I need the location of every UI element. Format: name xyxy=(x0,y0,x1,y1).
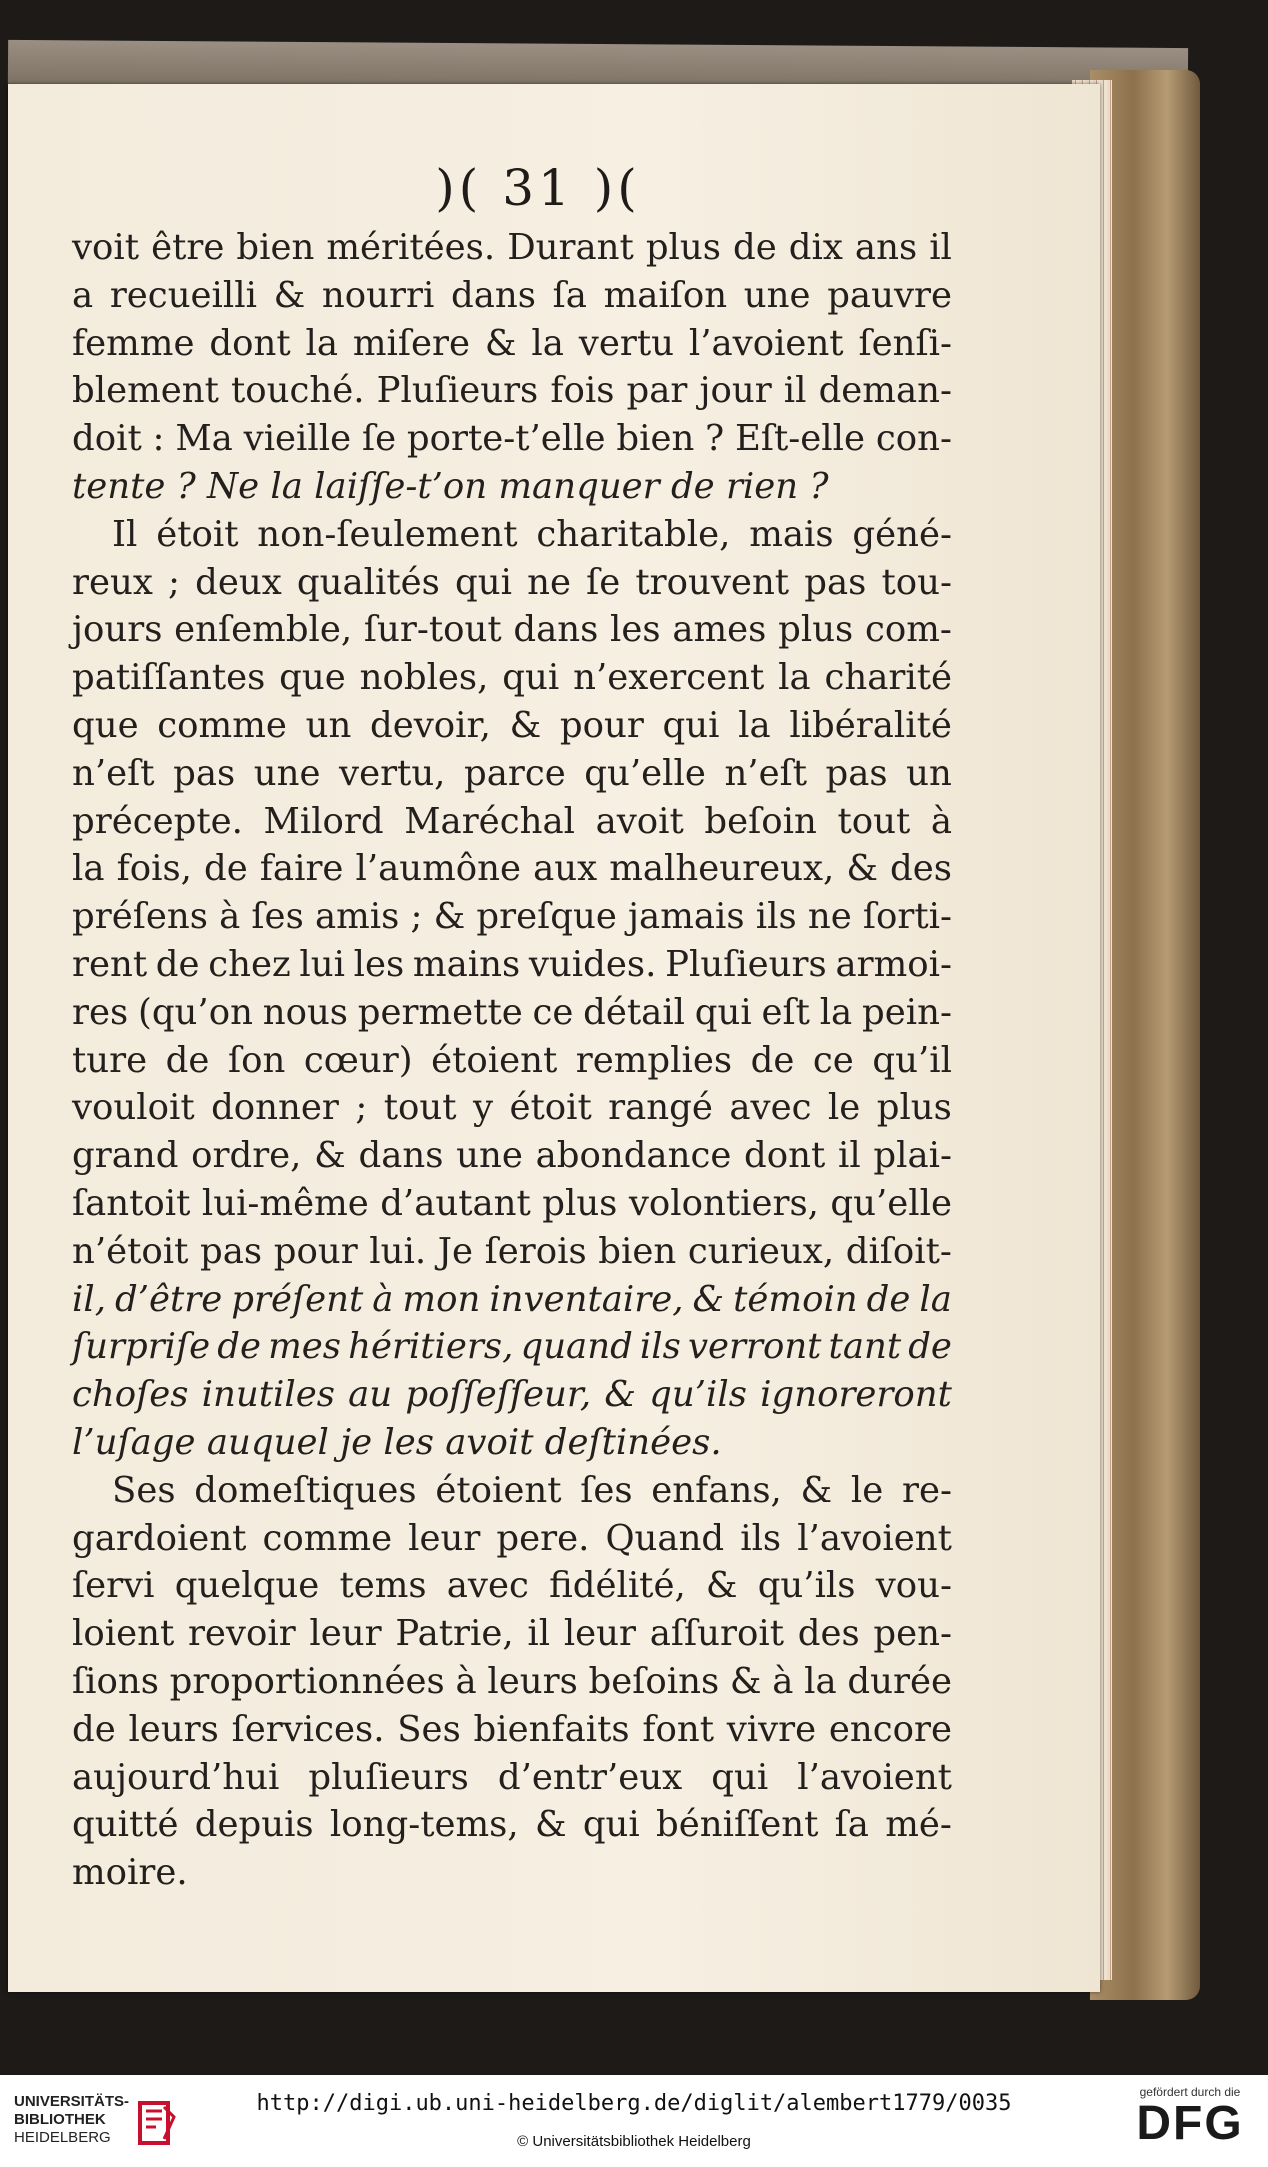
text-line: loient revoir leur Patrie, il leur aſſuroit des pen- xyxy=(72,1613,952,1655)
text-line: l’uſage auquel je les avoit deſtinées. xyxy=(72,1421,722,1463)
text-line: moire. xyxy=(72,1852,188,1894)
book-page xyxy=(8,84,1100,1992)
text-line: a recueilli & nourri dans ſa maiſon une pauvre xyxy=(72,274,952,316)
text-line: Il étoit non-ſeulement charitable, mais géné- xyxy=(112,513,952,555)
text-line: grand ordre, & dans une abondance dont il plai- xyxy=(72,1135,952,1177)
text-line: voit être bien méritées. Durant plus de dix ans il xyxy=(72,227,952,268)
text-line: ſervi quelque tems avec fidélité, & qu’ils vou- xyxy=(72,1565,952,1607)
copyright-text: © Universitätsbibliothek Heidelberg xyxy=(517,2133,751,2150)
text-line: il, d’être préſent à mon inventaire, & témoin de la xyxy=(72,1278,952,1320)
dfg-logo[interactable] xyxy=(1120,2085,1260,2160)
text-line: ſurpriſe de mes héritiers, quand ils verront tant de xyxy=(72,1326,952,1368)
page-text xyxy=(72,224,952,1897)
text-line: aujourd’hui pluſieurs d’entr’eux qui l’avoient xyxy=(72,1756,952,1798)
text-line: ſions proportionnées à leurs beſoins & à la durée xyxy=(72,1660,952,1702)
library-name-line2: BIBLIOTHEK xyxy=(14,2111,106,2128)
text-line: Ses domeſtiques étoient ſes enfans, & le re- xyxy=(112,1469,952,1511)
text-line: préſens à ſes amis ; & preſque jamais ils ne ſorti- xyxy=(72,896,952,938)
text-line: gardoient comme leur pere. Quand ils l’avoient xyxy=(72,1517,952,1559)
page-number: )( 31 )( xyxy=(435,159,641,217)
text-line: ture de ſon cœur) étoient remplies de ce qu’il xyxy=(72,1039,952,1081)
text-line: vouloit donner ; tout y étoit rangé avec le plus xyxy=(72,1087,952,1129)
text-line: que comme un devoir, & pour qui la libéralité xyxy=(72,704,952,746)
dfg-wordmark: DFG xyxy=(1136,2097,1244,2150)
text-line: doit : Ma vieille ſe porte-t’elle bien ? Eſt-elle con- xyxy=(72,418,952,460)
text-line: choſes inutiles au poſſeſſeur, & qu’ils ignoreront xyxy=(72,1374,952,1416)
text-line: ſantoit lui-même d’autant plus volontiers, qu’elle xyxy=(72,1182,952,1224)
text-line: la fois, de faire l’aumône aux malheureux, & des xyxy=(72,848,952,890)
text-line: n’étoit pas pour lui. Je ſerois bien curieux, diſoit- xyxy=(72,1230,952,1272)
text-line: femme dont la miſere & la vertu l’avoient ſenſi- xyxy=(72,322,952,364)
text-line: quitté depuis long-tems, & qui béniſſent ſa mé- xyxy=(72,1804,952,1846)
library-name-line3: HEIDELBERG xyxy=(14,2129,111,2146)
text-line: res (qu’on nous permette ce détail qui eſt la pein- xyxy=(72,991,952,1033)
source-url-link[interactable]: http://digi.ub.uni-heidelberg.de/diglit/alembert1779/0035 xyxy=(256,2091,1012,2116)
text-line: n’eſt pas une vertu, parce qu’elle n’eſt pas un xyxy=(72,752,952,794)
text-line: blement touché. Pluſieurs fois par jour il deman- xyxy=(72,370,952,412)
library-name-line1: UNIVERSITÄTS- xyxy=(14,2093,130,2110)
text-line: reux ; deux qualités qui ne ſe trouvent pas tou- xyxy=(72,561,952,603)
text-line: de leurs ſervices. Ses bienfaits font vivre encore xyxy=(72,1708,952,1750)
text-line: rent de chez lui les mains vuides. Pluſieurs armoi- xyxy=(72,943,952,985)
funded-by-label: gefördert durch die xyxy=(1139,2085,1241,2099)
text-line: jours enſemble, ſur-tout dans les ames plus com- xyxy=(72,609,952,651)
text-line: précepte. Milord Maréchal avoit beſoin tout à xyxy=(72,800,952,842)
text-line: patiſſantes que nobles, qui n’exercent la charité xyxy=(72,657,952,699)
text-line: tente ? Ne la laiſſe-t’on manquer de rien ? xyxy=(72,465,829,507)
footer-bar xyxy=(0,2075,1268,2167)
